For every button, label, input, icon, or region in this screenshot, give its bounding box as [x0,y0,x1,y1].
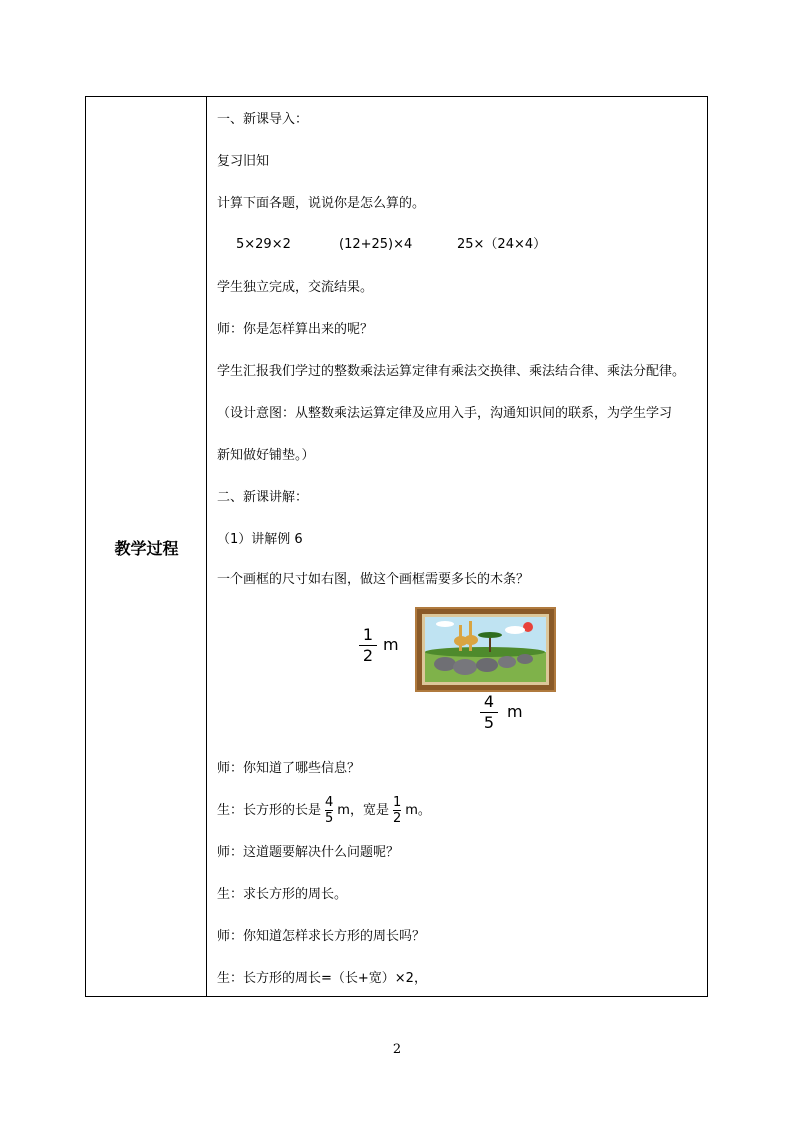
width-inline-fraction [393,795,401,826]
teacher-question-3: 师：这道题要解决什么问题呢？ [217,845,400,860]
task-text: 计算下面各题，说说你是怎么算的。 [217,196,426,211]
expression-1: 5×29×2 [236,237,291,252]
framed-picture [415,607,556,692]
expression-2: (12+25)×4 [339,237,413,252]
answer-middle: m，宽是 [337,803,389,818]
review-title: 复习旧知 [217,154,270,169]
height-denominator: 2 [359,645,377,666]
content-cell [207,97,707,996]
savanna-picture [415,607,556,692]
length-numerator: 4 [325,795,334,810]
answer-suffix: m。 [405,803,431,818]
section-label: 教学过程 [114,539,179,558]
teacher-question-1: 师：你是怎样算出来的呢？ [217,322,374,337]
design-intent-1: （设计意图：从整数乘法运算定律及应用入手，沟通知识间的联系，为学生学习 [217,406,673,421]
heading-intro: 一、新课导入： [217,112,309,127]
width-unit: m [507,702,523,721]
design-intent-2: 新知做好铺垫。） [217,448,315,463]
lesson-table [85,96,708,997]
height-fraction [359,625,377,666]
student-report: 学生汇报我们学过的整数乘法运算定律有乘法交换律、乘法结合律、乘法分配律。 [217,364,686,379]
height-unit: m [383,635,399,654]
expression-3: 25×（24×4） [457,237,547,252]
length-fraction [325,795,333,826]
teacher-question-2: 师：你知道了哪些信息？ [217,761,361,776]
label-cell [86,97,207,996]
page-number: 2 [392,1042,402,1057]
height-numerator: 1 [362,625,374,644]
heading-new-lesson: 二、新课讲解： [217,490,309,505]
width-numerator: 4 [483,692,495,711]
width-fraction [480,692,498,733]
width-denominator: 5 [480,712,498,733]
student-work: 学生独立完成，交流结果。 [217,280,374,295]
width-inline-denominator: 2 [392,811,402,826]
teacher-question-4: 师：你知道怎样求长方形的周长吗？ [217,929,426,944]
student-answer-dimensions [217,794,431,828]
width-inline-numerator: 1 [392,795,402,810]
answer-prefix: 生：长方形的长是 [217,803,322,818]
length-denominator: 5 [325,811,334,826]
student-answer-formula: 生：长方形的周长=（长+宽）×2， [217,971,427,986]
example-title: （1）讲解例 6 [217,532,303,547]
problem-text: 一个画框的尺寸如右图，做这个画框需要多长的木条？ [217,572,530,587]
student-answer-goal: 生：求长方形的周长。 [217,887,348,902]
